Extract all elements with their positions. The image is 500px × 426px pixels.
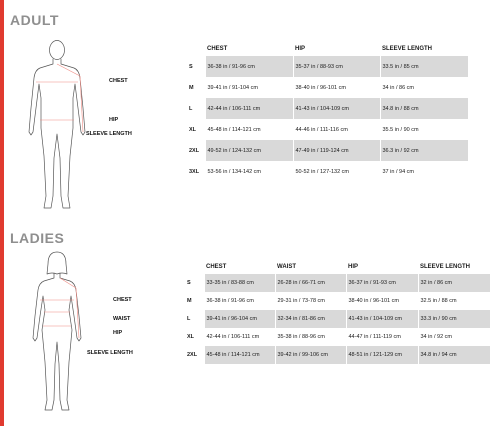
adult-chest-label: CHEST	[109, 78, 128, 84]
table-cell: 36-37 in / 91-93 cm	[346, 274, 418, 292]
table-cell: 34.8 in / 88 cm	[380, 98, 468, 119]
size-label: 2XL	[189, 147, 200, 154]
table-cell: 32-34 in / 81-86 cm	[275, 310, 346, 328]
table-row	[187, 292, 490, 310]
table-cell: 53-56 in / 134-142 cm	[205, 161, 293, 182]
table-cell: 34 in / 92 cm	[418, 328, 490, 346]
table-row	[189, 161, 468, 182]
table-cell: 39-41 in / 96-104 cm	[204, 310, 275, 328]
table-cell: 35-38 in / 88-96 cm	[275, 328, 346, 346]
table-cell: 39-41 in / 91-104 cm	[205, 77, 293, 98]
table-row	[187, 328, 490, 346]
table-cell: 45-48 in / 114-121 cm	[205, 119, 293, 140]
table-cell: 32 in / 86 cm	[418, 274, 490, 292]
table-row	[189, 119, 468, 140]
ladies-body-outline	[22, 250, 92, 420]
table-cell: 42-44 in / 106-111 cm	[204, 328, 275, 346]
table-cell: 36-38 in / 91-96 cm	[205, 56, 293, 77]
table-row	[187, 346, 490, 364]
size-column-header	[187, 260, 204, 274]
table-row	[189, 140, 468, 161]
table-cell: 44-47 in / 111-119 cm	[346, 328, 418, 346]
ladies-col-chest: CHEST	[206, 264, 227, 270]
size-label: M	[189, 84, 194, 91]
size-label: M	[187, 298, 192, 304]
ladies-col-sleeve: SLEEVE LENGTH	[420, 264, 471, 270]
size-label: 2XL	[187, 352, 198, 358]
table-cell: 35-37 in / 88-93 cm	[293, 56, 380, 77]
table-cell: 29-31 in / 73-78 cm	[275, 292, 346, 310]
accent-bar	[0, 0, 4, 426]
table-cell: 42-44 in / 106-111 cm	[205, 98, 293, 119]
table-cell: 37 in / 94 cm	[380, 161, 468, 182]
table-cell: 36.3 in / 92 cm	[380, 140, 468, 161]
table-cell: 35.5 in / 90 cm	[380, 119, 468, 140]
table-cell: 45-48 in / 114-121 cm	[204, 346, 275, 364]
adult-col-sleeve: SLEEVE LENGTH	[382, 46, 433, 52]
adult-body-figure	[20, 36, 95, 218]
table-row	[189, 77, 468, 98]
table-row	[189, 98, 468, 119]
table-cell: 36-38 in / 91-96 cm	[204, 292, 275, 310]
table-cell: 38-40 in / 96-101 cm	[293, 77, 380, 98]
size-label: S	[189, 63, 193, 70]
adult-size-table	[189, 42, 468, 182]
table-cell: 33-35 in / 83-88 cm	[204, 274, 275, 292]
table-cell: 34.8 in / 94 cm	[418, 346, 490, 364]
table-cell: 50-52 in / 127-132 cm	[293, 161, 380, 182]
size-column-header	[189, 42, 205, 56]
size-label: L	[189, 105, 193, 112]
adult-body-outline	[20, 36, 95, 218]
size-label: XL	[187, 334, 195, 340]
adult-hip-label: HIP	[109, 117, 119, 123]
size-label: XL	[189, 126, 197, 133]
table-row	[187, 310, 490, 328]
table-cell: 44-46 in / 111-116 cm	[293, 119, 380, 140]
table-cell: 38-40 in / 96-101 cm	[346, 292, 418, 310]
table-cell: 49-52 in / 124-132 cm	[205, 140, 293, 161]
ladies-section-title: LADIES	[10, 230, 65, 246]
table-cell: 48-51 in / 121-129 cm	[346, 346, 418, 364]
ladies-waist-label: WAIST	[113, 316, 131, 322]
ladies-col-waist: WAIST	[277, 264, 296, 270]
ladies-body-figure	[22, 250, 92, 420]
table-cell: 34 in / 86 cm	[380, 77, 468, 98]
size-label: S	[187, 280, 191, 286]
size-label: 3XL	[189, 168, 200, 175]
ladies-col-hip: HIP	[348, 264, 359, 270]
ladies-hip-label: HIP	[113, 330, 123, 336]
adult-col-hip: HIP	[295, 46, 306, 52]
table-row	[187, 274, 490, 292]
table-cell: 26-28 in / 66-71 cm	[275, 274, 346, 292]
adult-col-chest: CHEST	[207, 46, 228, 52]
adult-table-header	[189, 42, 468, 56]
ladies-size-table	[187, 260, 490, 364]
ladies-table-header	[187, 260, 490, 274]
table-cell: 41-43 in / 104-109 cm	[346, 310, 418, 328]
table-cell: 32.5 in / 88 cm	[418, 292, 490, 310]
table-cell: 39-42 in / 99-106 cm	[275, 346, 346, 364]
table-row	[189, 56, 468, 77]
table-cell: 47-49 in / 119-124 cm	[293, 140, 380, 161]
adult-section-title: ADULT	[10, 12, 59, 28]
adult-sleeve-label: SLEEVE LENGTH	[86, 131, 132, 137]
ladies-sleeve-label: SLEEVE LENGTH	[87, 350, 133, 356]
table-cell: 41-43 in / 104-109 cm	[293, 98, 380, 119]
table-cell: 33.5 in / 85 cm	[380, 56, 468, 77]
table-cell: 33.3 in / 90 cm	[418, 310, 490, 328]
size-label: L	[187, 316, 191, 322]
ladies-chest-label: CHEST	[113, 297, 132, 303]
